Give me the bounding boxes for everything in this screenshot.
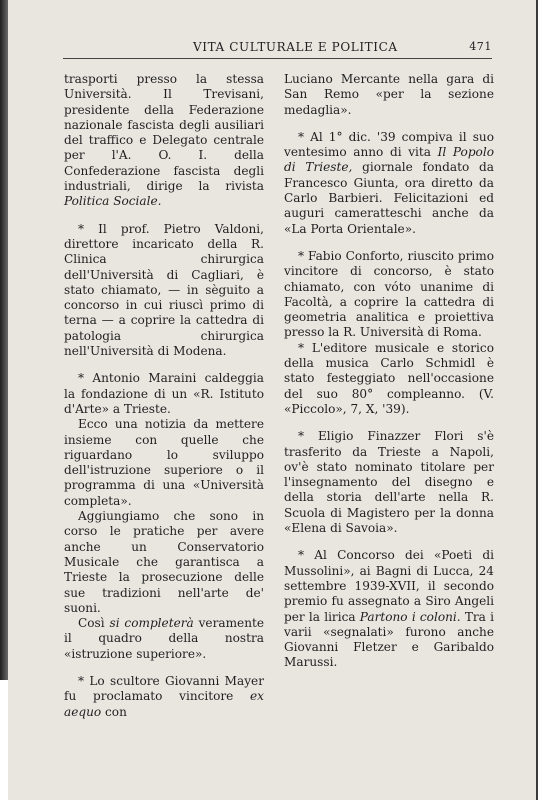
paragraph-completera: Così si completerà veramente il quadro della nostra «istruzione superiore». (64, 616, 265, 661)
running-header (63, 36, 492, 59)
paragraph-schmidl: * L'editore musicale e storico della musica Carlo Schmidl è stato festeggiato nell'occasione del suo 80° compleanno. (V. «Piccolo», 7, X, '39). (284, 340, 494, 416)
paragraph-valdoni: * Il prof. Pietro Valdoni, direttore incaricato della R. Clinica chirurgica dell'Università di Cagliari, è stato chiamato, — in sèguito a concorso in cui riuscì primo di terna — a coprire la cattedra di patologia chirurgica nell'Università di Modena. (64, 221, 264, 359)
header-title: VITA CULTURALE E POLITICA (193, 40, 398, 54)
paragraph-mayer: * Lo scultore Giovanni Mayer fu proclamato vincitore ex aequo con (64, 673, 264, 719)
paragraph-notizia: Ecco una notizia da mettere insieme con quelle che riguardano lo sviluppo dell'istruzione superiore o il programma di una «Università completa». (64, 417, 264, 508)
left-column (64, 72, 264, 720)
paragraph-maraini: * Antonio Maraini caldeggia la fondazione di un «R. Istituto d'Arte» a Trieste. (64, 371, 264, 416)
paragraph-finazzer: * Eligio Finazzer Flori s'è trasferito da Trieste a Napoli, ov'è stato nominato titolare per l'insegnamento del disegno e della storia dell'arte nella R. Scuola di Magistero per la donna «Elena di Savoia». (284, 429, 494, 536)
paragraph-concorso: * Al Concorso dei «Poeti di Mussolini», ai Bagni di Lucca, 24 settembre 1939-XVII, il secondo premio fu assegnato a Siro Angeli per la lirica Partono i coloni. Tra i varii «segnalati» furono anche Giovanni Fletzer e Garibaldo Marussi. (284, 548, 494, 670)
right-column (284, 72, 494, 671)
paragraph-conservatorio: Aggiungiamo che sono in corso le pratiche per avere anche un Conservatorio Musicale che garantisca a Trieste la prosecuzione delle sue tradizioni nell'arte de' suoni. (64, 509, 264, 615)
paragraph-popolo: * Al 1° dic. '39 compiva il suo ventesimo anno di vita Il Popolo di Trieste, giornale fondato da Francesco Giunta, ora diretto da Carlo Barbieri. Felicitazioni ed auguri cameratteschi anche da «La Porta Orientale». (284, 129, 494, 236)
paragraph-mercante: Luciano Mercante nella gara di San Remo «per la sezione medaglia». (284, 72, 494, 117)
document-page (8, 0, 536, 800)
paragraph-trevisani: trasporti presso la stessa Università. Il Trevisani, presidente della Federazione nazionale fascista degli ausiliari del traffico e Delegato centrale per l'A. O. I. della Confederazione fascista degli industriali, dirige la rivista Politica Sociale. (64, 72, 264, 209)
scan-margin-strip (0, 680, 8, 800)
paragraph-conforto: * Fabio Conforto, riuscito primo vincitore di concorso, è stato chiamato, con vóto unanime di Facoltà, a coprire la cattedra di geometria analitica e proiettiva presso la R. Università di Roma. (284, 248, 494, 340)
page-number: 471 (469, 40, 492, 53)
